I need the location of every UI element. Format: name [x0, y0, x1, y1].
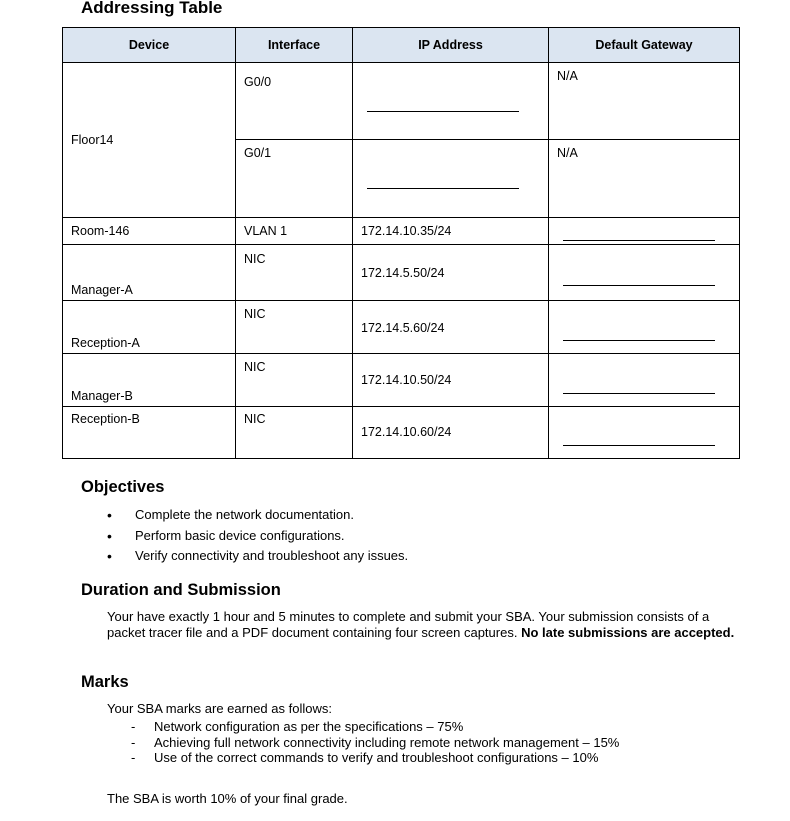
interface-cell: NIC: [236, 301, 353, 354]
ip-cell: [353, 140, 549, 218]
page-title: Addressing Table: [81, 0, 223, 17]
duration-paragraph: [107, 609, 737, 640]
ip-cell: 172.14.5.50/24: [353, 245, 549, 301]
interface-cell: VLAN 1: [236, 218, 353, 245]
list-item: - Network configuration as per the specifications – 75%: [128, 719, 619, 735]
gateway-cell: [549, 354, 740, 407]
list-item: • Complete the network documentation.: [105, 506, 408, 527]
marks-footer: The SBA is worth 10% of your final grade.: [107, 791, 348, 806]
gateway-blank: [563, 444, 715, 446]
interface-cell: G0/0: [236, 63, 353, 140]
device-cell: Manager-B: [63, 354, 236, 407]
interface-cell: NIC: [236, 407, 353, 459]
ip-cell: 172.14.10.60/24: [353, 407, 549, 459]
addressing-table: [62, 27, 740, 459]
ip-cell: [353, 63, 549, 140]
list-item: • Verify connectivity and troubleshoot any issues.: [105, 547, 408, 568]
list-item: - Achieving full network connectivity including remote network management – 15%: [128, 735, 619, 751]
list-item: • Perform basic device configurations.: [105, 527, 408, 548]
gateway-cell: [549, 407, 740, 459]
marks-list: [128, 719, 619, 766]
table-row: [63, 218, 740, 245]
duration-bold-text: No late submissions are accepted.: [521, 624, 735, 640]
gateway-blank: [563, 339, 715, 341]
table-row: [63, 301, 740, 354]
ip-cell: 172.14.10.35/24: [353, 218, 549, 245]
interface-cell: NIC: [236, 245, 353, 301]
device-cell: Floor14: [63, 63, 236, 218]
ip-blank: [367, 187, 519, 189]
duration-heading: Duration and Submission: [81, 581, 281, 599]
objectives-heading: Objectives: [81, 478, 165, 496]
table-row: [63, 63, 740, 140]
table-row: [63, 354, 740, 407]
objectives-list: [105, 506, 408, 568]
table-row: [63, 245, 740, 301]
ip-blank: [367, 110, 519, 112]
device-cell: Manager-A: [63, 245, 236, 301]
interface-cell: G0/1: [236, 140, 353, 218]
list-item: - Use of the correct commands to verify and troubleshoot configurations – 10%: [128, 750, 619, 766]
ip-cell: 172.14.5.60/24: [353, 301, 549, 354]
gateway-blank: [563, 239, 715, 241]
duration-text: Your have exactly 1 hour and 5 minutes to complete and submit your SBA. Your submission consists of a packet tracer file and a PDF document containing four screen captures.: [107, 609, 710, 640]
header-device: Device: [63, 28, 236, 63]
interface-cell: NIC: [236, 354, 353, 407]
gateway-cell: N/A: [549, 63, 740, 140]
device-cell: Reception-B: [63, 407, 236, 459]
gateway-cell: [549, 245, 740, 301]
table-header-row: [63, 28, 740, 63]
gateway-cell: [549, 301, 740, 354]
ip-cell: 172.14.10.50/24: [353, 354, 549, 407]
marks-heading: Marks: [81, 673, 129, 691]
device-cell: Reception-A: [63, 301, 236, 354]
gateway-cell: [549, 218, 740, 245]
gateway-cell: N/A: [549, 140, 740, 218]
marks-intro: Your SBA marks are earned as follows:: [107, 701, 332, 716]
device-cell: Room-146: [63, 218, 236, 245]
header-interface: Interface: [236, 28, 353, 63]
header-ip-address: IP Address: [353, 28, 549, 63]
header-default-gateway: Default Gateway: [549, 28, 740, 63]
table-row: [63, 407, 740, 459]
gateway-blank: [563, 284, 715, 286]
gateway-blank: [563, 392, 715, 394]
